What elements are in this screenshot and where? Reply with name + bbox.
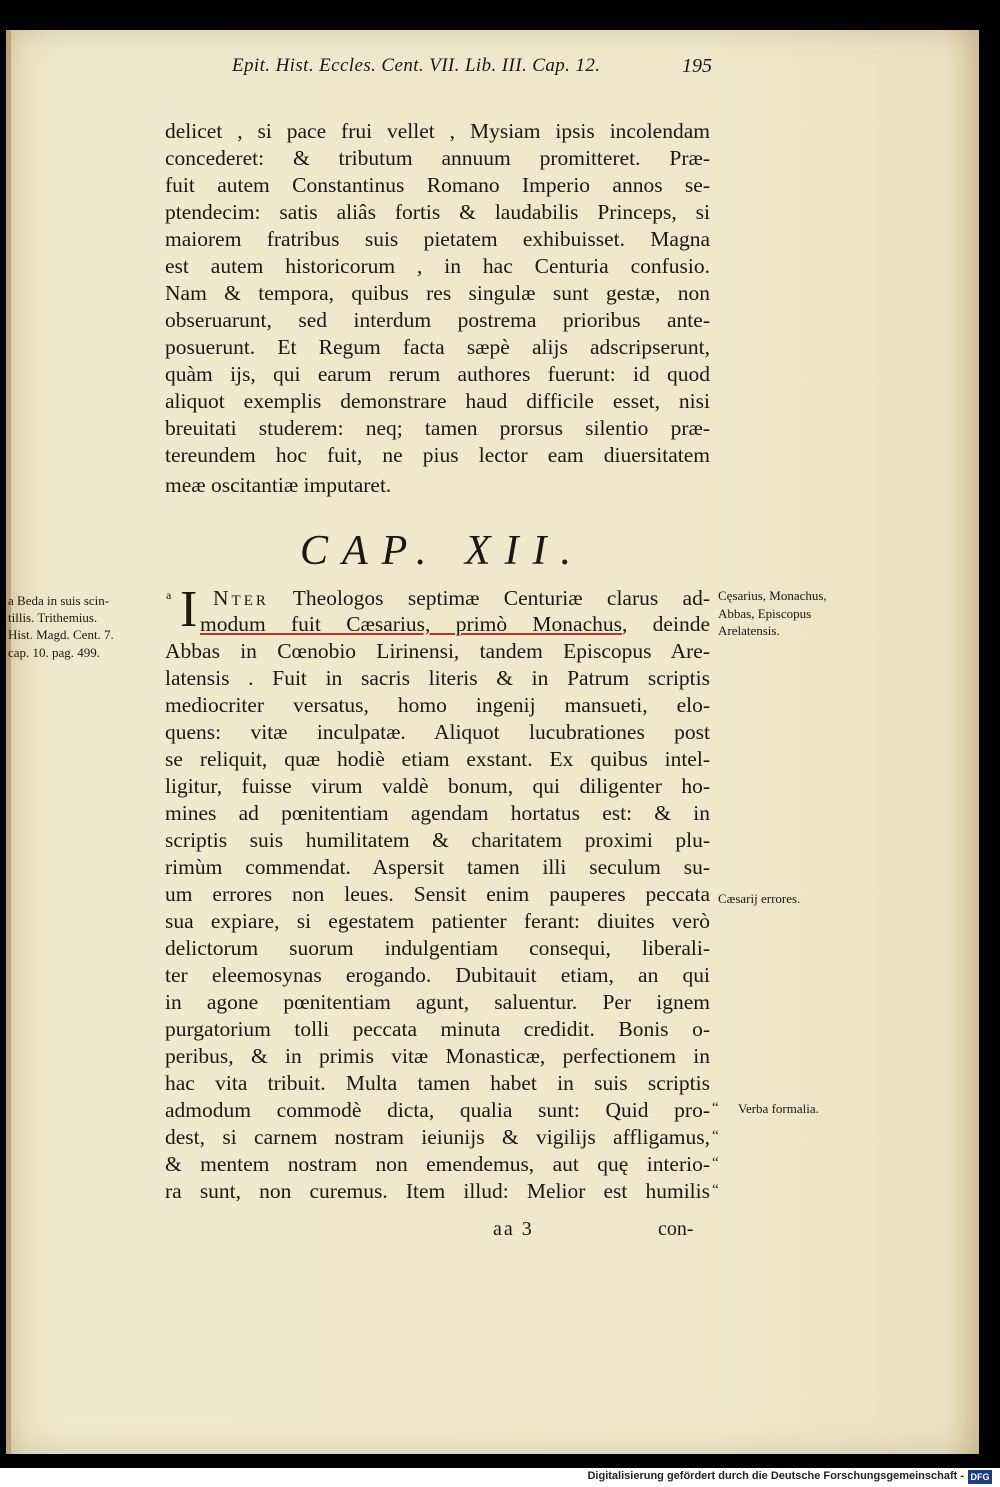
text-line: sua expiare, si egestatem patienter ferant: diuites verò: [165, 909, 710, 933]
signature-mark: aa 3: [493, 1218, 534, 1240]
text-line: quàm ijs, qui earum rerum authores fuerunt: id quod: [165, 362, 710, 386]
text-line: & mentem nostram non emendemus, aut quę interio-: [165, 1152, 710, 1176]
underlined-phrase: modum fuit Cæsarius, primò Monachus: [200, 612, 622, 636]
quotation-mark: “: [712, 1128, 719, 1144]
margin-note-line: Arelatensis.: [718, 623, 780, 638]
text-line: se reliquit, quæ hodiè etiam exstant. Ex quibus intel-: [165, 747, 710, 771]
margin-note-line: Hist. Magd. Cent. 7.: [8, 627, 114, 642]
text-line: maiorem fratribus suis pietatem exhibuisset. Magna: [165, 227, 710, 251]
drop-cap: I: [180, 581, 198, 638]
text-line: posuerunt. Et Regum facta sæpè alijs adscripserunt,: [165, 335, 710, 359]
text-line: obseruarunt, sed interdum postrema prioribus ante-: [165, 308, 710, 332]
catchword: con-: [658, 1218, 694, 1240]
second-line-rest: , deinde: [621, 612, 710, 636]
margin-note-errores: Cæsarij errores.: [718, 891, 801, 906]
text-line: rimùm commendat. Aspersit tamen illi seculum su-: [165, 855, 710, 879]
page-number: 195: [682, 55, 712, 77]
text-line: fuit autem Constantinus Romano Imperio annos se-: [165, 173, 710, 197]
text-line: tereundem hoc fuit, ne pius lector eam diuersitatem: [165, 443, 710, 467]
text-line: latensis . Fuit in sacris literis & in Patrum scriptis: [165, 666, 710, 690]
text-line-second: [200, 611, 710, 638]
text-line: quens: vitæ inculpatæ. Aliquot lucubrationes post: [165, 720, 710, 744]
text-line: delictorum suorum indulgentiam consequi, liberali-: [165, 936, 710, 960]
text-line: peribus, & in primis vitæ Monasticæ, perfectionem in: [165, 1044, 710, 1068]
text-line: hac vita tribuit. Multa tamen habet in suis scriptis: [165, 1071, 710, 1095]
text-line: delicet , si pace frui vellet , Mysiam ipsis incolendam: [165, 119, 710, 143]
text-line: est autem historicorum , in hac Centuria confusio.: [165, 254, 710, 278]
text-line: admodum commodè dicta, qualia sunt: Quid pro-: [165, 1098, 710, 1122]
text-line: purgatorium tolli peccata minuta credidit. Bonis o-: [165, 1017, 710, 1041]
text-line: ra sunt, non curemus. Item illud: Melior est humilis: [165, 1179, 710, 1203]
text-line: mediocriter versatus, homo ingenij mansueti, elo-: [165, 693, 710, 717]
running-header: Epit. Hist. Eccles. Cent. VII. Lib. III. Cap. 12.: [232, 55, 601, 76]
quotation-mark: “: [712, 1182, 719, 1198]
text-line: breuitati studerem: neq; tamen prorsus silentio præ-: [165, 416, 710, 440]
text-line: scriptis suis humilitatem & charitatem proximi plu-: [165, 828, 710, 852]
text-line: concederet: & tributum annuum promitteret. Præ-: [165, 146, 710, 170]
digitization-credit: Digitalisierung gefördert durch die Deutsche Forschungsgemeinschaft -: [587, 1470, 964, 1482]
margin-note-line: cap. 10. pag. 499.: [8, 645, 101, 660]
first-line-rest: Theologos septimæ Centuriæ clarus ad-: [268, 586, 710, 610]
text-line-first: [213, 585, 710, 612]
text-line: ptendecim: satis aliâs fortis & laudabilis Princeps, si: [165, 200, 710, 224]
page-edge: [6, 30, 11, 1454]
text-line: Nam & tempora, quibus res singulæ sunt gestæ, non: [165, 281, 710, 305]
text-line: in agone pœnitentiam agunt, saluentur. Per ignem: [165, 990, 710, 1014]
quotation-mark: “: [712, 1100, 719, 1116]
text-line: dest, si carnem nostram ieiunijs & vigilijs affligamus,: [165, 1125, 710, 1149]
chapter-heading: CAP. XII.: [300, 528, 586, 574]
margin-note-line: a Beda in suis scin-: [8, 593, 110, 608]
text-line: mines ad pœnitentiam agendam hortatus est: & in: [165, 801, 710, 825]
text-line: ter eleemosynas erogando. Dubitauit etiam, an qui: [165, 963, 710, 987]
text-line: Abbas in Cœnobio Lirinensi, tandem Episcopus Are-: [165, 639, 710, 663]
margin-note-line: Cęsarius, Monachus,: [718, 588, 827, 603]
text-line: aliquot exemplis demonstrare haud difficile esset, nisi: [165, 389, 710, 413]
dfg-logo-icon: DFG: [968, 1470, 992, 1484]
text-line: meæ oscitantiæ imputaret.: [165, 473, 392, 497]
smallcaps-opening: Nter: [213, 586, 269, 610]
quotation-mark: “: [712, 1155, 719, 1171]
margin-note-line: Abbas, Episcopus: [718, 606, 812, 621]
margin-note-line: tillis. Trithemius.: [8, 610, 98, 625]
margin-note-verba: Verba formalia.: [738, 1101, 819, 1116]
text-line: um errores non leues. Sensit enim pauperes peccata: [165, 882, 710, 906]
footnote-marker: a: [166, 588, 172, 602]
text-line: ligitur, fuisse virum valdè bonum, qui diligenter ho-: [165, 774, 710, 798]
